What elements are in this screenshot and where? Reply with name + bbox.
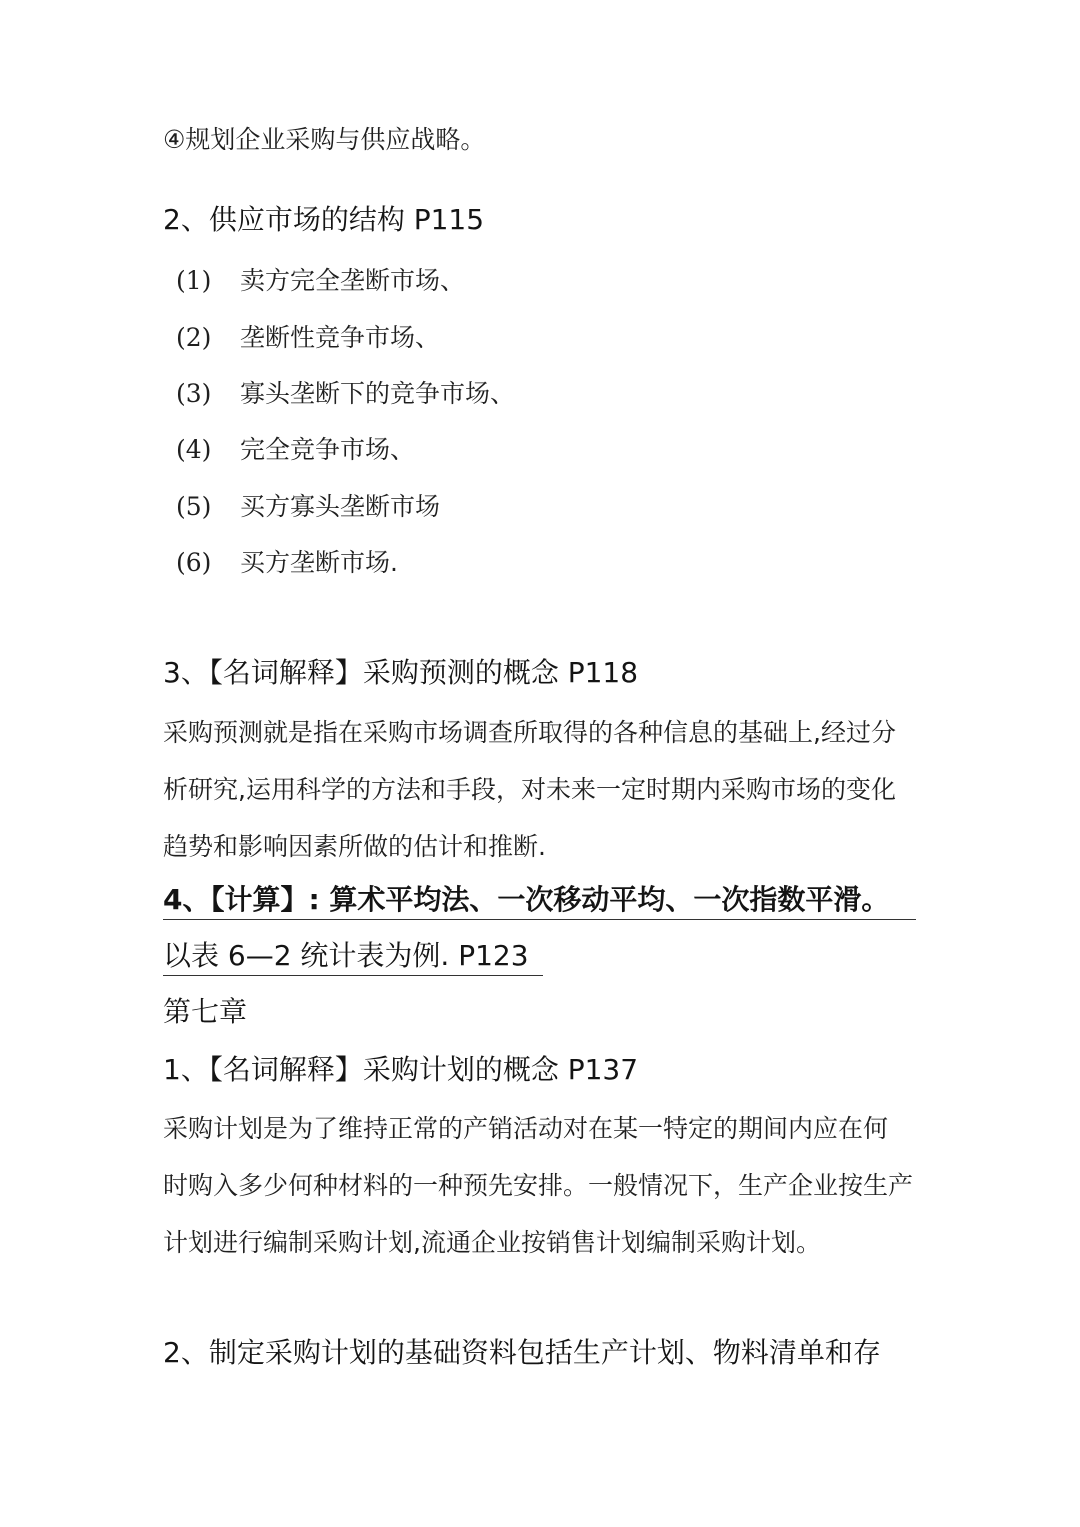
list-item-number: (5): [176, 492, 212, 521]
paragraph-line: 计划进行编制采购计划,流通企业按销售计划编制采购计划。: [163, 1228, 821, 1257]
list-item-text: 卖方完全垄断市场、: [240, 266, 466, 295]
subheading-underline: [163, 975, 543, 976]
list-item-number: (6): [176, 548, 212, 577]
list-item-number: (2): [176, 323, 212, 352]
paragraph-line: 析研究,运用科学的方法和手段，对未来一定时期内采购市场的变化: [163, 775, 896, 804]
list-item-number: (3): [176, 379, 212, 408]
section-heading-calculation: 4、【计算】: 算术平均法、一次移动平均、一次指数平滑。: [163, 883, 890, 916]
paragraph-line: 采购预测就是指在采购市场调查所取得的各种信息的基础上,经过分: [163, 718, 896, 747]
section-heading-forecast-definition: 3、【名词解释】采购预测的概念 P118: [163, 656, 639, 689]
list-item: [176, 437, 415, 462]
list-item-text: 买方垄断市场.: [240, 548, 398, 577]
paragraph-line: 采购计划是为了维持正常的产销活动对在某一特定的期间内应在何: [163, 1114, 889, 1143]
section-heading-plan-definition: 1、【名词解释】采购计划的概念 P137: [163, 1053, 639, 1086]
section-heading-supply-market: 2、供应市场的结构 P115: [163, 203, 485, 236]
intro-line: ④规划企业采购与供应战略。: [163, 125, 486, 154]
list-item-text: 寡头垄断下的竞争市场、: [240, 379, 516, 408]
heading-underline: [163, 919, 916, 920]
chapter-title: 第七章: [163, 995, 248, 1028]
section-subheading-table-example: 以表 6—2 统计表为例. P123: [163, 939, 529, 972]
list-item-number: (1): [176, 266, 212, 295]
list-item: [176, 550, 398, 575]
list-item: [176, 325, 440, 350]
list-item-number: (4): [176, 435, 212, 464]
list-item: [176, 268, 465, 293]
list-item: [176, 494, 440, 519]
section-heading-plan-basis: 2、制定采购计划的基础资料包括生产计划、物料清单和存: [163, 1336, 881, 1369]
list-item-text: 完全竞争市场、: [240, 435, 416, 464]
list-item-text: 买方寡头垄断市场: [240, 492, 441, 521]
paragraph-line: 时购入多少何种材料的一种预先安排。一般情况下，生产企业按生产: [163, 1171, 914, 1200]
list-item-text: 垄断性竞争市场、: [240, 323, 441, 352]
list-item: [176, 381, 515, 406]
paragraph-line: 趋势和影响因素所做的估计和推断.: [163, 832, 546, 861]
